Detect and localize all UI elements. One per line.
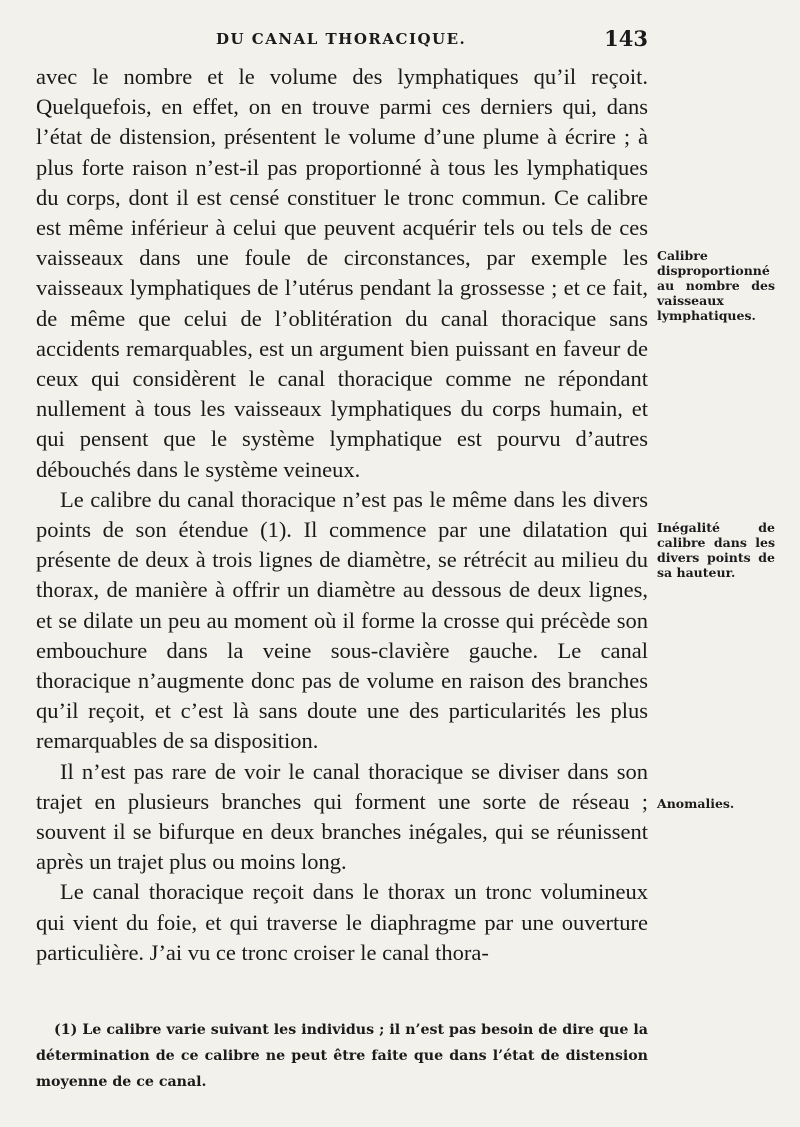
margin-note-anomalies: Anomalies.: [657, 796, 735, 811]
running-head: DU CANAL THORACIQUE.: [216, 30, 467, 48]
page-header: [36, 26, 648, 56]
footnote: (1) Le calibre varie suivant les individus ; il n’est pas besoin de dire que la détermination de ce calibre ne peut être faite que dans l’état de distension moyenne de ce canal.: [36, 1022, 648, 1090]
paragraph-2: Le calibre du canal thoracique n’est pas le même dans les divers points de son étendue (1). Il commence par une dilatation qui présente de deux à trois lignes de diamètre, se rétrécit au milieu du thorax, de manière à offrir un diamètre au dessous de deux lignes, et se dilate un peu au moment où il forme la crosse qui précède son embouchure dans la veine sous-clavière gauche. Le canal thoracique n’augmente donc pas de volume en raison des branches qu’il reçoit, et c’est là sans doute une des particularités les plus remarquables de sa disposition.: [36, 486, 648, 754]
main-text: [36, 62, 648, 968]
margin-note-calibre: Calibre disproportionné au nombre des vaisseaux lymphatiques.: [657, 248, 775, 323]
paragraph-3: Il n’est pas rare de voir le canal thoracique se diviser dans son trajet en plusieurs branches qui forment une sorte de réseau ; souvent il se bifurque en deux branches inégales, qui se réunissent après un trajet plus ou moins long.: [36, 758, 648, 875]
page-number: 143: [604, 26, 648, 51]
paragraph-1: avec le nombre et le volume des lymphatiques qu’il reçoit. Quelquefois, en effet, on en trouve parmi ces derniers qui, dans l’état de distension, présentent le volume d’une plume à écrire ; à plus forte raison n’est-il pas proportionné à tous les lymphatiques du corps, dont il est censé constituer le tronc commun. Ce calibre est même inférieur à celui que peuvent acquérir tels ou tels de ces vaisseaux dans une foule de circonstances, par exemple les vaisseaux lymphatiques de l’utérus pendant la grossesse ; et ce fait, de même que celui de l’oblitération du canal thoracique sans accidents remarquables, est un argument bien puissant en faveur de ceux qui considèrent le canal thoracique comme ne répondant nullement à tous les vaisseaux lymphatiques du corps humain, et qui pensent que le système lymphatique est pourvu d’autres débouchés dans le système veineux.: [36, 64, 648, 482]
paragraph-4: Le canal thoracique reçoit dans le thorax un tronc volumineux qui vient du foie, et qui traverse le diaphragme par une ouverture particulière. J’ai vu ce tronc croiser le canal thora-: [36, 879, 648, 965]
margin-note-inegalite: Inégalité de calibre dans les divers points de sa hauteur.: [657, 520, 775, 580]
